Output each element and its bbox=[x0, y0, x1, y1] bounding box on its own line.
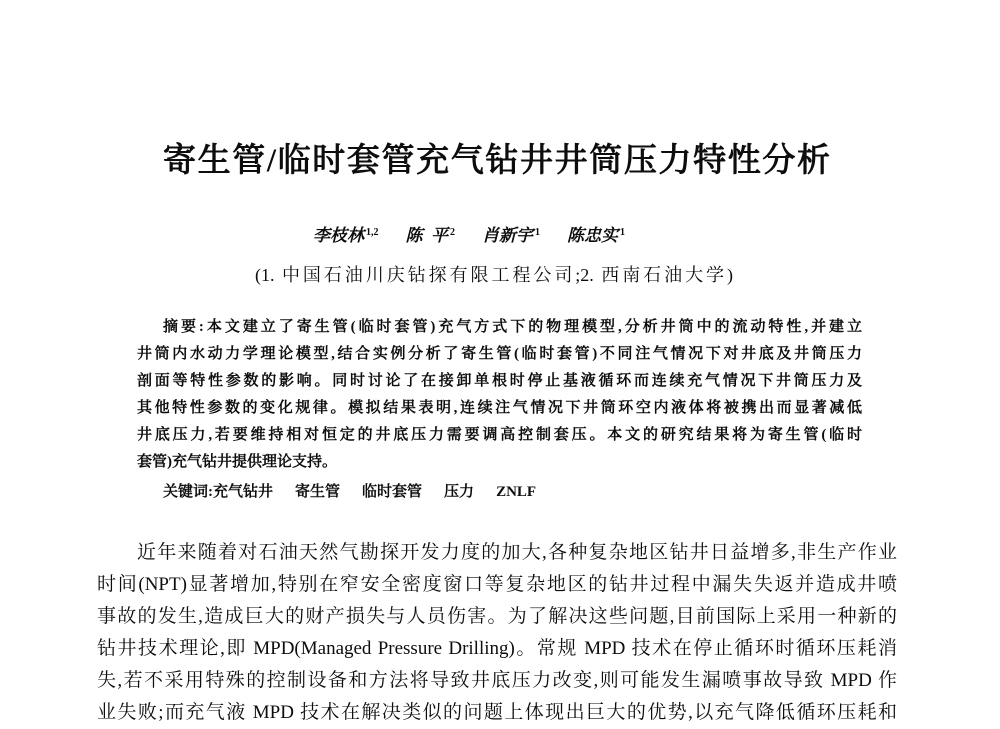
body-paragraph bbox=[97, 537, 897, 729]
body-line: 钻井技术理论,即 MPD(Managed Pressure Drilling)。常规 MPD 技术在停止循环时循环压耗消 bbox=[97, 638, 897, 659]
body-line: 事故的发生,造成巨大的财产损失与人员伤害。为了解决这些问题,目前国际上采用一种新的 bbox=[97, 606, 897, 627]
keywords-label: 关键词: bbox=[163, 484, 213, 500]
abstract-text: 本文建立了寄生管(临时套管)充气方式下的物理模型,分析井筒中的流动特性,并建立 bbox=[203, 319, 862, 335]
author bbox=[406, 224, 456, 248]
author bbox=[482, 224, 540, 248]
author-name: 肖新宇 bbox=[482, 226, 533, 245]
abstract bbox=[137, 314, 862, 476]
keywords bbox=[163, 479, 536, 505]
abstract-line: 其他特性参数的变化规律。模拟结果表明,连续注气情况下井筒环空内液体将被携出而显著减低 bbox=[137, 400, 862, 416]
author-affiliation-mark: 1 bbox=[535, 227, 540, 238]
author-name: 陈忠实 bbox=[567, 226, 618, 245]
author-affiliation-mark: 1 bbox=[620, 227, 625, 238]
keyword: 充气钻井 bbox=[213, 484, 274, 500]
author bbox=[567, 224, 625, 248]
abstract-line: 井底压力,若要维持相对恒定的井底压力需要调高控制套压。本文的研究结果将为寄生管(临时 bbox=[137, 427, 862, 443]
abstract-line: 套管)充气钻井提供理论支持。 bbox=[137, 454, 337, 470]
keyword: 临时套管 bbox=[362, 484, 423, 500]
paper-title: 寄生管/临时套管充气钻井井筒压力特性分析 bbox=[163, 143, 830, 179]
author bbox=[313, 224, 379, 248]
abstract-label: 摘要: bbox=[163, 319, 204, 335]
author-affiliation-mark: 1,2 bbox=[366, 227, 379, 238]
author-affiliation-mark: 2 bbox=[450, 227, 455, 238]
author-name: 李枝林 bbox=[313, 226, 364, 245]
body-line: 失,若不采用特殊的控制设备和方法将导致井底压力改变,则可能发生漏喷事故导致 MPD 作 bbox=[97, 670, 897, 691]
affiliation-line: (1. 中国石油川庆钻探有限工程公司;2. 西南石油大学) bbox=[255, 265, 733, 285]
abstract-line: 剖面等特性参数的影响。同时讨论了在接卸单根时停止基液循环而连续充气情况下井筒压力及 bbox=[137, 373, 862, 389]
author-list bbox=[313, 224, 625, 248]
body-line: 近年来随着对石油天然气勘探开发力度的加大,各种复杂地区钻井日益增多,非生产作业 bbox=[137, 542, 897, 563]
abstract-line bbox=[137, 314, 862, 341]
body-line: 业失败;而充气液 MPD 技术在解决类似的问题上体现出巨大的优势,以充气降低循环压耗和 bbox=[97, 702, 897, 723]
body-line: 时间(NPT)显著增加,特别在窄安全密度窗口等复杂地区的钻井过程中漏失失返并造成井喷 bbox=[97, 574, 897, 595]
author-name: 陈 平 bbox=[405, 226, 448, 245]
keyword: 压力 bbox=[444, 484, 475, 500]
keyword: ZNLF bbox=[496, 484, 537, 500]
abstract-line: 井筒内水动力学理论模型,结合实例分析了寄生管(临时套管)不同注气情况下对井底及井筒压力 bbox=[137, 346, 862, 362]
keyword: 寄生管 bbox=[295, 484, 341, 500]
